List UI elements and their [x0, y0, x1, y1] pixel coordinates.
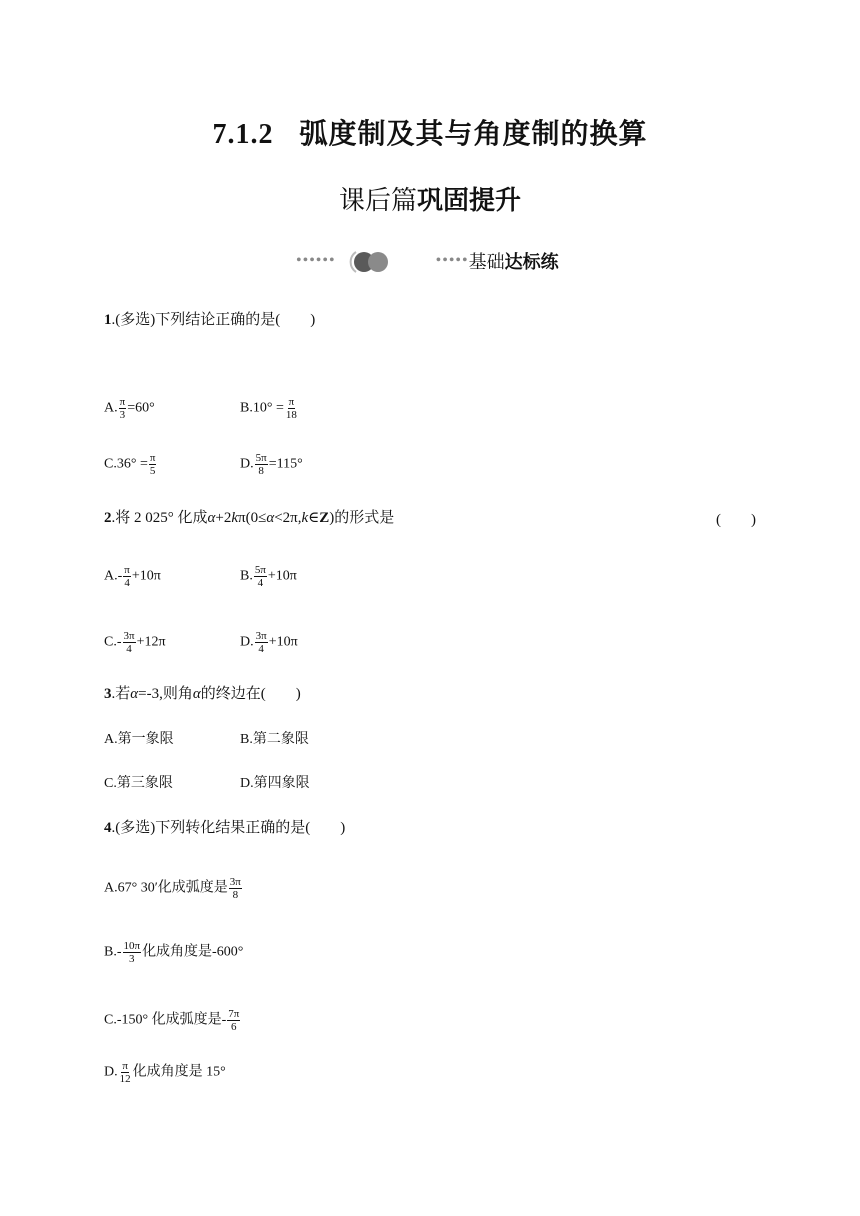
q2-option-a: A.- $\frac{\pi}{4}$ +10π — [104, 564, 161, 589]
section-number: 7.1.2 — [212, 119, 274, 150]
q3-option-a: A.第一象限 — [104, 732, 174, 747]
q2-option-b: B. $\frac{5\pi}{4}$ +10π — [240, 564, 297, 589]
fraction: $\frac{\pi}{4}$ — [124, 564, 130, 589]
q4-option-d: D. $\frac{\pi}{12}$ 化成角度是 15° — [104, 1060, 226, 1085]
title-text: 弧度制及其与角度制的换算 — [299, 119, 648, 150]
q1-option-a: A. $\frac{\pi}{3}$ =60° — [104, 396, 155, 421]
q4-option-b: B.- $\frac{10\pi}{3}$ 化成角度是-600° — [104, 940, 244, 965]
question-3-stem: 3.若α=-3,则角α的终边在( ) — [104, 686, 301, 702]
section-label-bold: 达标练 — [504, 252, 559, 272]
page-title — [0, 112, 860, 152]
q1-option-b: B.10° = $\frac{\pi}{18}$ — [240, 396, 297, 421]
section-dots-left: •••••• — [296, 252, 336, 269]
subtitle-light: 课后篇 — [338, 186, 417, 215]
question-2-stem: 2.将 2 025° 化成α+2kπ(0≤α<2π,k∈Z)的形式是 — [104, 510, 395, 526]
q1-option-c: C.36° = $\frac{\pi}{5}$ — [104, 452, 156, 477]
q2-option-c: C.- $\frac{3\pi}{4}$ +12π — [104, 630, 166, 655]
question-4-stem — [104, 818, 345, 838]
section-label — [469, 248, 559, 274]
answer-paren: ( ) — [716, 512, 756, 528]
question-number: 4 — [104, 820, 112, 836]
question-text: .(多选)下列结论正确的是( ) — [111, 312, 316, 328]
section-header — [296, 246, 559, 276]
fraction: $\frac{3\pi}{4}$ — [255, 630, 267, 655]
section-dots-right: ••••• — [435, 252, 469, 269]
fraction: $\frac{3\pi}{8}$ — [229, 876, 241, 901]
fraction: $\frac{\pi}{12}$ — [119, 1060, 131, 1085]
fraction: $\frac{10\pi}{3}$ — [123, 940, 141, 965]
fraction: $\frac{\pi}{3}$ — [119, 396, 126, 421]
fraction: $\frac{7\pi}{6}$ — [228, 1008, 240, 1033]
fraction: $\frac{5\pi}{8}$ — [255, 452, 267, 477]
page-subtitle — [0, 180, 860, 217]
q3-option-b: B.第二象限 — [240, 732, 309, 747]
q3-option-d: D.第四象限 — [240, 776, 310, 791]
question-text: .(多选)下列转化结果正确的是( ) — [111, 820, 346, 836]
fraction: $\frac{\pi}{5}$ — [149, 452, 156, 477]
q4-option-a: A.67° 30′化成弧度是 $\frac{3\pi}{8}$ — [104, 876, 241, 901]
question-number: 1 — [104, 312, 112, 328]
q3-option-c: C.第三象限 — [104, 776, 173, 791]
section-badge-icon — [342, 246, 392, 276]
subtitle-bold: 巩固提升 — [417, 186, 522, 215]
fraction: $\frac{\pi}{18}$ — [285, 396, 297, 421]
q4-option-c: C.-150° 化成弧度是- $\frac{7\pi}{6}$ — [104, 1008, 240, 1033]
section-label-light: 基础 — [468, 252, 505, 272]
fraction: $\frac{5\pi}{4}$ — [254, 564, 266, 589]
question-number: 3 — [104, 686, 112, 702]
question-1-stem — [104, 310, 315, 330]
q2-option-d: D. $\frac{3\pi}{4}$ +10π — [240, 630, 298, 655]
question-number: 2 — [104, 510, 112, 526]
fraction: $\frac{3\pi}{4}$ — [123, 630, 135, 655]
q1-option-d: D. $\frac{5\pi}{8}$ =115° — [240, 452, 303, 477]
